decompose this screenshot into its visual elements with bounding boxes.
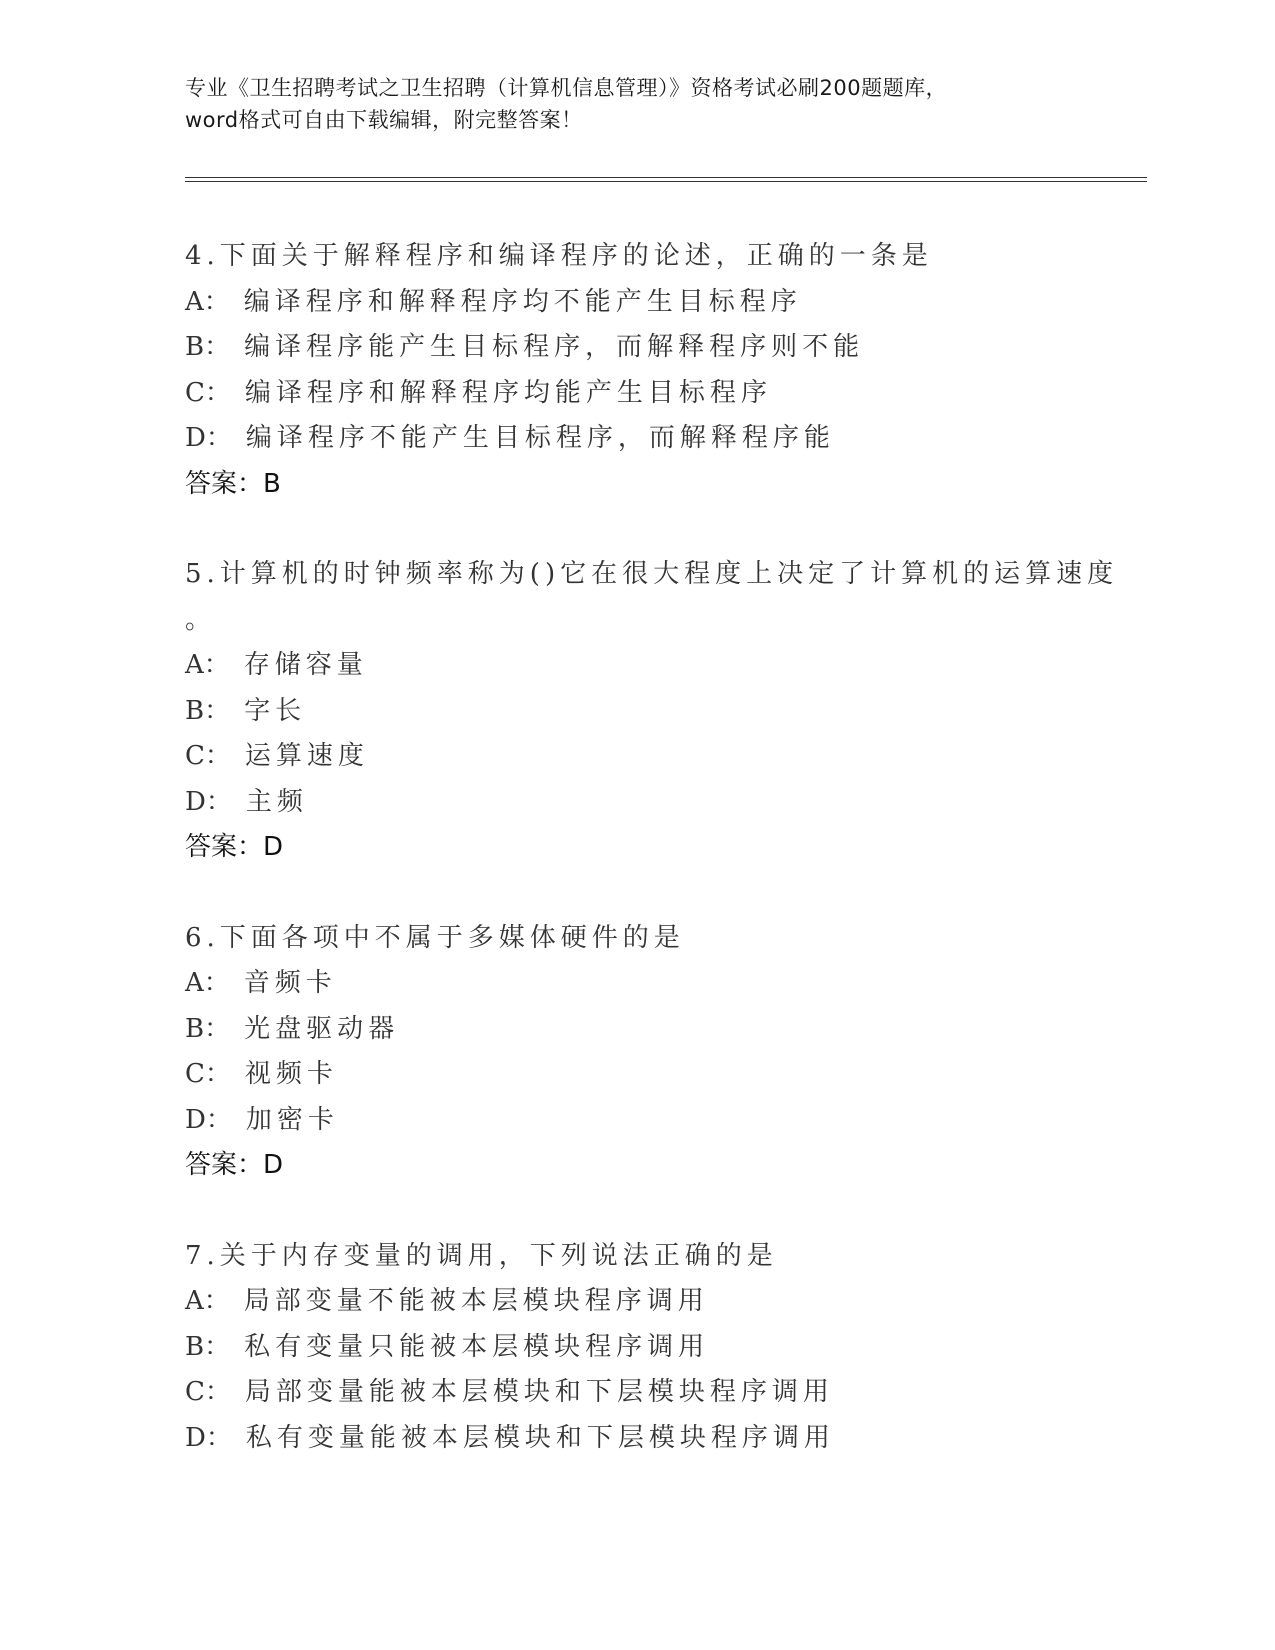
question-5 — [185, 552, 1145, 871]
option-letter: C： — [185, 1377, 231, 1407]
option-letter: B： — [185, 1331, 231, 1362]
option-text: 加密卡 — [245, 1104, 339, 1135]
option-text: 编译程序能产生目标程序，而解释程序则不能 — [244, 332, 865, 362]
option-letter: A： — [185, 968, 230, 998]
option-d — [185, 780, 1145, 826]
header-line-1: 专业《卫生招聘考试之卫生招聘（计算机信息管理）》资格考试必刷200题题库， — [185, 76, 948, 100]
option-text: 编译程序和解释程序均不能产生目标程序 — [243, 286, 802, 317]
question-stem: 7.关于内存变量的调用，下列说法正确的是 — [185, 1240, 778, 1271]
answer-line: 答案：D — [185, 832, 284, 862]
option-text: 局部变量能被本层模块和下层模块程序调用 — [244, 1377, 834, 1407]
option-b — [185, 1325, 1145, 1371]
answer-line: 答案：D — [185, 1150, 284, 1180]
option-text: 字长 — [244, 695, 307, 726]
option-letter: A： — [185, 286, 230, 317]
option-text: 私有变量能被本层模块和下层模块程序调用 — [245, 1422, 835, 1453]
question-stem: 4.下面关于解释程序和编译程序的论述，正确的一条是 — [185, 241, 933, 271]
question-stem: 6.下面各项中不属于多媒体硬件的是 — [185, 922, 685, 953]
option-b — [185, 689, 1145, 735]
option-text: 音频卡 — [243, 968, 337, 998]
spacer — [185, 1189, 1145, 1234]
option-c — [185, 1052, 1145, 1098]
option-letter: C： — [185, 1059, 231, 1089]
option-a — [185, 643, 1145, 689]
option-d — [185, 1098, 1145, 1144]
option-a — [185, 961, 1145, 1007]
option-text: 视频卡 — [244, 1059, 338, 1089]
option-letter: C： — [185, 377, 231, 408]
header-line-2: word格式可自由下载编辑，附完整答案！ — [185, 108, 583, 132]
option-text: 私有变量只能被本层模块程序调用 — [244, 1331, 710, 1362]
option-letter: D： — [185, 1104, 232, 1135]
option-d — [185, 1416, 1145, 1462]
option-text: 编译程序和解释程序均能产生目标程序 — [244, 377, 772, 408]
option-d — [185, 416, 1145, 462]
option-letter: B： — [185, 695, 231, 726]
option-letter: A： — [185, 650, 230, 680]
option-a — [185, 1279, 1145, 1325]
spacer — [185, 871, 1145, 916]
option-text: 局部变量不能被本层模块程序调用 — [243, 1286, 709, 1316]
option-b — [185, 325, 1145, 371]
header-divider-bottom — [185, 181, 1147, 182]
document-header — [185, 72, 1145, 136]
option-a — [185, 280, 1145, 326]
question-stem: 5.计算机的时钟频率称为()它在很大程度上决定了计算机的运算速度 — [185, 559, 1119, 589]
option-c — [185, 371, 1145, 417]
option-letter: B： — [185, 1013, 231, 1044]
option-b — [185, 1007, 1145, 1053]
header-divider-top — [185, 177, 1147, 178]
question-list — [185, 234, 1145, 1461]
option-text: 编译程序不能产生目标程序，而解释程序能 — [245, 423, 835, 453]
option-c — [185, 1370, 1145, 1416]
option-letter: A： — [185, 1286, 230, 1316]
option-text: 运算速度 — [244, 741, 369, 771]
option-text: 光盘驱动器 — [244, 1013, 400, 1044]
question-7 — [185, 1234, 1145, 1462]
option-letter: D： — [185, 1422, 232, 1453]
option-text: 主频 — [245, 786, 308, 817]
option-letter: D： — [185, 786, 232, 817]
option-letter: C： — [185, 741, 231, 771]
answer-line: 答案：B — [185, 468, 281, 499]
option-c — [185, 734, 1145, 780]
spacer — [185, 507, 1145, 552]
option-text: 存储容量 — [243, 650, 368, 680]
option-letter: B： — [185, 332, 231, 362]
option-letter: D： — [185, 423, 232, 453]
question-4 — [185, 234, 1145, 507]
question-6 — [185, 916, 1145, 1189]
question-stem-tail: 。 — [185, 604, 212, 635]
